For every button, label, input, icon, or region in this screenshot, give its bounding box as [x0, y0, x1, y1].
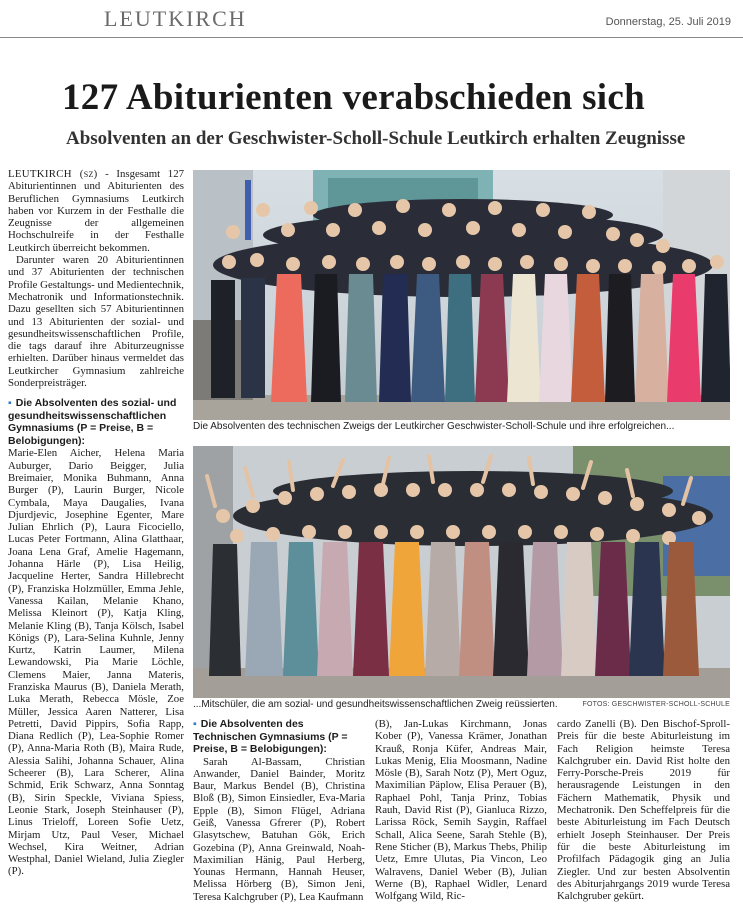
social-graduates-heading: ▪ Die Absolventen des sozial- und gesundheitswissenschaftlichen Gymnasiums (P = Preise, B = Belobigungen): [8, 397, 184, 447]
publication-date: Donnerstag, 25. Juli 2019 [605, 16, 731, 28]
technical-graduates-list-part3: cardo Zanelli (B). Den Bischof-Sproll-Preis für die beste Abiturleistung im Fach Religion heimste Teresa Kalchgruber ein. David Rist holte den Ferry-Porsche-Preis 2019 für herausragende Leistungen in den Fächern Mathematik, Physik und Mechatronik. Den Scheffelpreis für die beste Abiturleistung im Fach Deutsch erhielt Joseph Steinhauser. Der Preis für die beste Abiturleistung im Profilfach Pädagogik ging an Julia Ziegler. Und zur besten Absolventin des Abiturjahrgangs 2019 wurde Teresa Kalchgruber gekürt. [557, 718, 730, 903]
lower-columns [193, 718, 730, 914]
social-graduates-list: Marie-Elen Aicher, Helena Maria Auburger, Dario Beigger, Julia Breimaier, Monika Buhmann, Anna Burger (P), Laurin Burger, Nicole Cymbala, Maya Daugalies, Ivana Djurdjevic, Josephine Egenter, Mare Julian Ehrlich (P), Laura Ficociello, Lucas Peter Fortmann, Alina Glatthaar, Joana Lena Graf, Amelie Hagemann, Johanna Härle (P), Lisa Heilig, Jacqueline Herter, Sandra Hillebrecht (P), Franziska Holzmüller, Emma Jehle, Vanessa Kailan, Melanie Khano, Melissa Kleinort (P), Katja Kling, Melanie Kling (B), Tanja Kölsch, Isabel Königs (P), Lara-Selina Kuhnle, Jenny Kurtz, Katrin Laumer, Milena Lewandowski, Pia Marie Löchle, Clemens Maier, Janna Materis, Franziska Maurus (B), Daniela Merath, Luka Merath, Rebecca Mösle, Zoe Müller, Jessica Aaren Natterer, Lisa Petretti, David Pippirs, Sofia Rapp, Diana Redlich (P), Lea-Sophie Romer (P), Anna-Maria Roth (B), Maira Rude, Alessia Salihi, Johanna Schauer, Alina Scheerer (B), Lara Scherer, Alina Schmid, Erik Schwarz, Anna Sonntag (B), Sirin Speckle, Viviana Spiess, Leonie Stark, Joseph Steinhauser (P), Linus Trieloff, Loreen Sofie Uetz, Mirjam Utz, Paul Veser, Michael Wechsel, Kira Weitner, Adrian Westphal, Daniel Wieland, Julia Ziegler (P). [8, 447, 184, 878]
photo-caption-social: ...Mitschüler, die am sozial- und gesundheitswissenschaftlichen Zweig reüssierten. [193, 699, 558, 710]
headline: 127 Abiturienten verabschieden sich [62, 77, 645, 118]
left-column [8, 168, 184, 878]
masthead [0, 0, 743, 44]
graduation-photo-technical [193, 170, 730, 420]
lower-column-1 [193, 718, 365, 903]
lower-column-2 [375, 718, 547, 902]
technical-graduates-list-part1: Sarah Al-Bassam, Christian Anwander, Daniel Bainder, Moritz Baur, Markus Bendel (B), Christina Bloß (B), Simon Einsiedler, Eva-Maria Epple (B), Simon Flügel, Adriana Geiß, Vanessa Gfrerer (P), Robert Glasytschew, Batuhan Gök, Erich Gozebina (P), Anna Greinwald, Noah-Maximilian Hänig, Paul Herberg, Younas Hermann, Hannah Heuser, Melissa Hörberg (B), Simon Jeni, Teresa Kalchgruber (P), Lea Kaufmann [193, 755, 365, 903]
photo-credit: FOTOS: GESCHWISTER-SCHOLL-SCHULE [582, 701, 730, 708]
technical-graduates-heading: ▪ Die Absolventen des Technischen Gymnasiums (P = Preise, B = Belobigungen): [193, 718, 365, 756]
lower-column-3 [557, 718, 730, 902]
section-name: LEUTKIRCH [104, 6, 247, 31]
technical-graduates-list-part2: (B), Jan-Lukas Kirchmann, Jonas Kober (P), Vanessa Krämer, Jonathan Krauß, Ronja Küfer, Andreas Mair, Lukas Menig, Elia Moosmann, Nadine Mösle (B), Sarah Notz (P), Mert Oguz, Maximilian Päplow, Elisa Perauer (B), Raphael Pohl, Tanja Prinz, Tobias Rauh, David Rist (P), Gianluca Rizzo, Larissa Röck, Semih Saygin, Raffael Schall, Alica Seene, Sarah Stehle (B), Rene Sticher (B), Markus Thebs, Philip Uetz, Emre Ulutas, Pia Vincon, Leo Walravens, Daniel Weber (B), Julian Werne (B), Raphael Widler, Lenard Wolfgang Wild, Ric- [375, 718, 547, 903]
lead-text: - Insgesamt 127 Abiturientinnen und Abiturienten des Beruflichen Gymnasiums Leutkirch haben vor Kurzem in der Festhalle die Zeugnisse der allgemeinen Hochschulreife in der Festhalle Leutkirch überreicht bekommen. [8, 168, 184, 254]
masthead-divider [0, 37, 743, 38]
second-paragraph: Darunter waren 20 Abiturientinnen und 37 Abiturienten der technischen Profile Gestaltungs- und Medientechnik, Mechatronik und Informationstechnik. Dazu gesellten sich 57 Abiturientinnen und 13 Abiturienten der sozial- und gesundheitswissenschaftlichen Profile, die tags darauf ihre Abiturzeugnisse erhielten. Darüber hinaus vermeldet das Leutkircher Gymnasium zahlreiche Sonderpreisträger. [8, 254, 184, 390]
photo-caption-technical: Die Absolventen des technischen Zweigs der Leutkircher Geschwister-Scholl-Schule und ihre erfolgreichen... [193, 421, 675, 432]
lead-paragraph [8, 168, 184, 254]
dateline: LEUTKIRCH (sz) [8, 168, 98, 180]
subheadline: Absolventen an der Geschwister-Scholl-Schule Leutkirch erhalten Zeugnisse [66, 128, 686, 149]
graduation-photo-social [193, 446, 730, 698]
